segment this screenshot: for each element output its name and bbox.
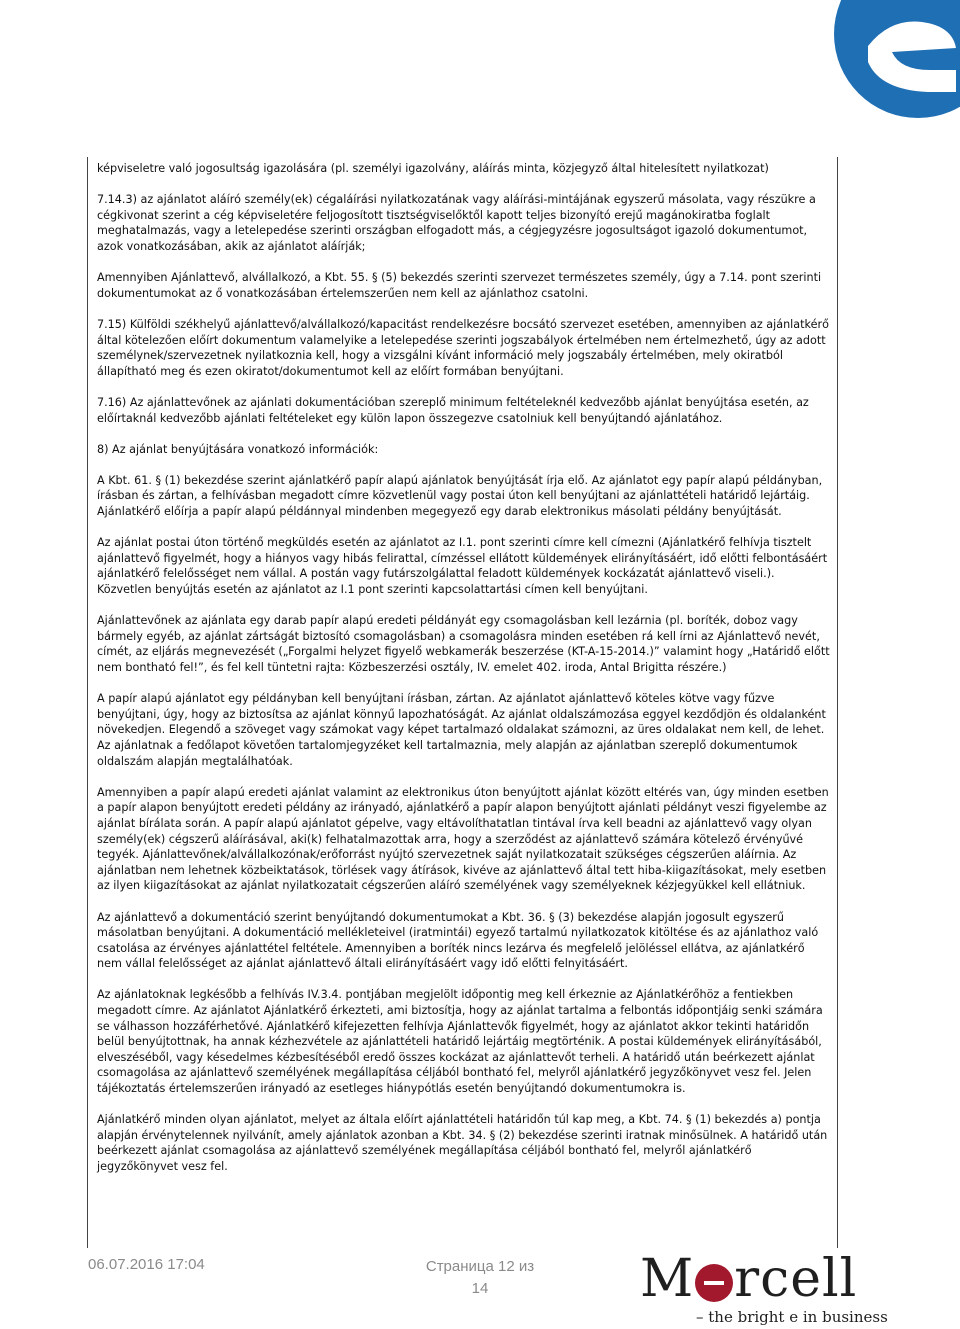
brand-name — [640, 1250, 857, 1308]
footer-datetime: 06.07.2016 17:04 — [88, 1256, 205, 1273]
brand-footer-logo — [640, 1249, 888, 1329]
paragraph: 7.15) Külföldi székhelyű ajánlattevő/alvállalkozó/kapacitást rendelkezésre bocsátó szervezet esetében, amennyiben az ajánlatkérő által kötelezően előírt dokumentum valamelyike a letelepedése szerinti jogszabályok értelmében nem értelmezhető, úgy az adott személynek/szervezetnek nyilatkoznia kell, hogy a vizsgálni kívánt információ mely jogszabály értelmében, mely okiratból állapítható meg és ezen okiratot/dokumentumot kell az előírt formában benyújtani. — [97, 317, 829, 378]
paragraph: A papír alapú ajánlatot egy példányban kell benyújtani írásban, zártan. Az ajánlatot ajánlattevő köteles kötve vagy fűzve benyújtani, úgy, hogy az biztosítsa az ajánlat könnyű lapozhatóságát. Az ajánlat oldalszámozása eggyel kezdődjön és oldalanként növekedjen. Elegendő a szöveget vagy számokat vagy képet tartalmazó oldalakat számozni, az üres oldalakat nem kell, de lehet. Az ajánlatnak a fedőlapot követően tartalomjegyzéket kell tartalmaznia, mely alapján az ajánlatban szereplő dokumentumok oldalszám alapján megtalálhatóak. — [97, 692, 826, 768]
paragraph: Az ajánlat postai úton történő megküldés esetén az ajánlatot az I.1. pont szerinti címre kell címezni (Ajánlatkérő felhívja tisztelt ajánlattevő figyelmét, hogy a hiányos vagy hibás felirattal, címzéssel ellátott küldemények elirányításáért, idő előtti felbontásáért ajánlatkérő felelősséget nem vállal. A postán vagy futárszolgálattal feladott küldemények kockázatát ajánlattevő viseli.). Közvetlen benyújtás esetén az ajánlatot az I.1 pont szerinti kapcsolattartási címen kell benyújtani. — [97, 536, 828, 597]
brand-name-start: M — [640, 1249, 695, 1309]
brand-name-end: rcell — [734, 1249, 858, 1309]
brand-e-icon — [695, 1264, 733, 1302]
section-heading: 8) Az ajánlat benyújtására vonatkozó információk: — [97, 442, 379, 456]
paragraph: képviseletre való jogosultság igazolására (pl. személyi igazolvány, aláírás minta, közjegyző által hitelesített nyilatkozat) — [97, 162, 769, 175]
brand-tagline: – the bright e in business — [696, 1308, 888, 1326]
paragraph: A Kbt. 61. § (1) bekezdése szerint ajánlatkérő papír alapú ajánlatok benyújtását írja elő. Az ajánlatot egy papír alapú példányban, írásban és zártan, a felhívásban megadott címre közvetlenül vagy postai úton kell benyújtani az ajánlattételi határidő lejártáig. Ajánlatkérő előírja a papír alapú példánnyal mindenben megegyező egy darab elektronikus másolati példány benyújtását. — [97, 473, 823, 519]
footer-page-number: Страница 12 из 14 — [425, 1258, 535, 1297]
paragraph: Az ajánlatoknak legkésőbb a felhívás IV.3.4. pontjában megjelölt időpontig meg kell érkeznie az Ajánlatkérőhöz a fentiekben megadott címre. Az ajánlatot Ajánlatkérő érkezteti, ami biztosítja, hogy az ajánlat tartalma a felbontás időpontjáig senki számára se válhasson hozzáférhetővé. Ajánlatkérő kifejezetten felhívja Ajánlattevők figyelmét, hogy az ajánlatot akkor tekinti határidőn belül benyújtottnak, ha annak kézhezvétele az ajánlattételi határidő lejártáig megtörténik. A postai küldemények elirányításából, elveszéséből, vagy késedelmes kézbesítéséből eredő összes kockázat az ajánlattevőt terheli. A határidő után beérkezett ajánlat csomagolása az ajánlattevő személyének megállapítása céljából bontható fel, melyről ajánlatkérő jegyzőkönyvet vesz fel. Jelen tájékoztatás értelemszerűen irányadó az esetleges hiánypótlás esetén benyújtandó dokumentumokra is. — [97, 988, 823, 1096]
paragraph: 7.14.3) az ajánlatot aláíró személy(ek) cégaláírási nyilatkozatának vagy aláírási-mintájának egyszerű másolata, vagy részükre a cégkivonat szerint a cég képviseletére feljogosított tisztségviselőktől kapott teljes bizonyító erejű magánokiratba foglalt meghatalmazás, vagy a letelepedése szerinti országban elfogadott más, a cégjegyzésre jogosultságot igazoló dokumentumot, azok vonatkozásában, akik az ajánlatot aláírják; — [97, 193, 816, 253]
document-body — [97, 161, 832, 1190]
paragraph: 7.16) Az ajánlattevőnek az ajánlati dokumentációban szereplő minimum feltételeknél kedvezőbb ajánlat benyújtása esetén, az előírtaknál kedvezőbb ajánlati feltételeket egy külön lapon összegezve csatolniuk kell benyújtandó ajánlatához. — [97, 395, 809, 425]
brand-logo-icon — [750, 0, 960, 128]
paragraph: Az ajánlattevő a dokumentáció szerint benyújtandó dokumentumokat a Kbt. 36. § (3) bekezdése alapján jogosult egyszerű másolatban benyújtani. A dokumentáció mellékleteivel (iratmintái) egyező tartalmú nyilatkozatok kitöltése és az ajánlathoz való csatolása az érvényes ajánlattétel feltétele. Amennyiben a boríték nincs lezárva és megfelelő jelöléssel ellátva, az ajánlatkérő nem vállal felelősséget az ajánlat ajánlattevő általi elirányításáért vagy idő előtti felnyitásáért. — [97, 910, 819, 971]
paragraph: Ajánlattevőnek az ajánlata egy darab papír alapú eredeti példányát egy csomagolásban kell lezárnia (pl. boríték, doboz vagy bármely egyéb, az ajánlat zártságát biztosító csomagolásban) a csomagolásra minden esetében rá kell írni az Ajánlattevő nevét, címét, az eljárás megnevezését („Forgalmi helyzet figyelő webkamerák beszerzése (KT-A-15-2014.)” valamint hogy „Határidő előtt nem bontható fel!”, és fel kell tüntetni rajta: Közbeszerzési osztály, IV. emelet 402. iroda, Antal Brigitta részére.) — [97, 614, 830, 674]
paragraph: Amennyiben Ajánlattevő, alvállalkozó, a Kbt. 55. § (5) bekezdés szerinti szervezet természetes személy, úgy a 7.14. pont szerinti dokumentumokat az ő vonatkozásában értelemszerűen nem kell az ajánlathoz csatolni. — [97, 271, 822, 300]
paragraph: Ajánlatkérő minden olyan ajánlatot, melyet az általa előírt ajánlattételi határidőn túl kap meg, a Kbt. 74. § (1) bekezdés a) pontja alapján érvénytelennek nyilvánít, amely ajánlatok azonban a Kbt. 34. § (2) bekezdése szerinti iratnak minősülnek. A határidő után beérkezett ajánlat csomagolása az ajánlattevő személyének megállapítása céljából bontható fel, melyről ajánlatkérő jegyzőkönyvet vesz fel. — [97, 1113, 828, 1173]
paragraph: Amennyiben a papír alapú eredeti ajánlat valamint az elektronikus úton benyújtott ajánlat között eltérés van, úgy minden esetben a papír alapon benyújtott eredeti példány az irányadó, ajánlatkérő a papír alapon benyújtott ajánlati példányt veszi figyelembe az ajánlat bírálata során. A papír alapú ajánlatot gépelve, vagy eltávolíthatatlan tintával írva kell beadni az ajánlattevő vagy olyan személy(ek) cégszerű aláírásával, aki(k) felhatalmazottak arra, hogy a szerződést az ajánlattevő számára kötelező érvényűvé tegyék. Ajánlattevőnek/alvállalkozónak/erőforrást nyújtó szervezetnek saját nyilatkozatait szükséges cégszerűen aláírnia. Az ajánlatban nem lehetnek közbeiktatások, törlések vagy átírások, kivéve az ajánlattevő által tett hiba-kiigazításokat, mely esetben az ilyen kiigazításokat az ajánlat nyilatkozatait cégszerűen aláíró személyének vagy személyeknek kézjegyükkel kell ellátniuk. — [97, 785, 829, 893]
